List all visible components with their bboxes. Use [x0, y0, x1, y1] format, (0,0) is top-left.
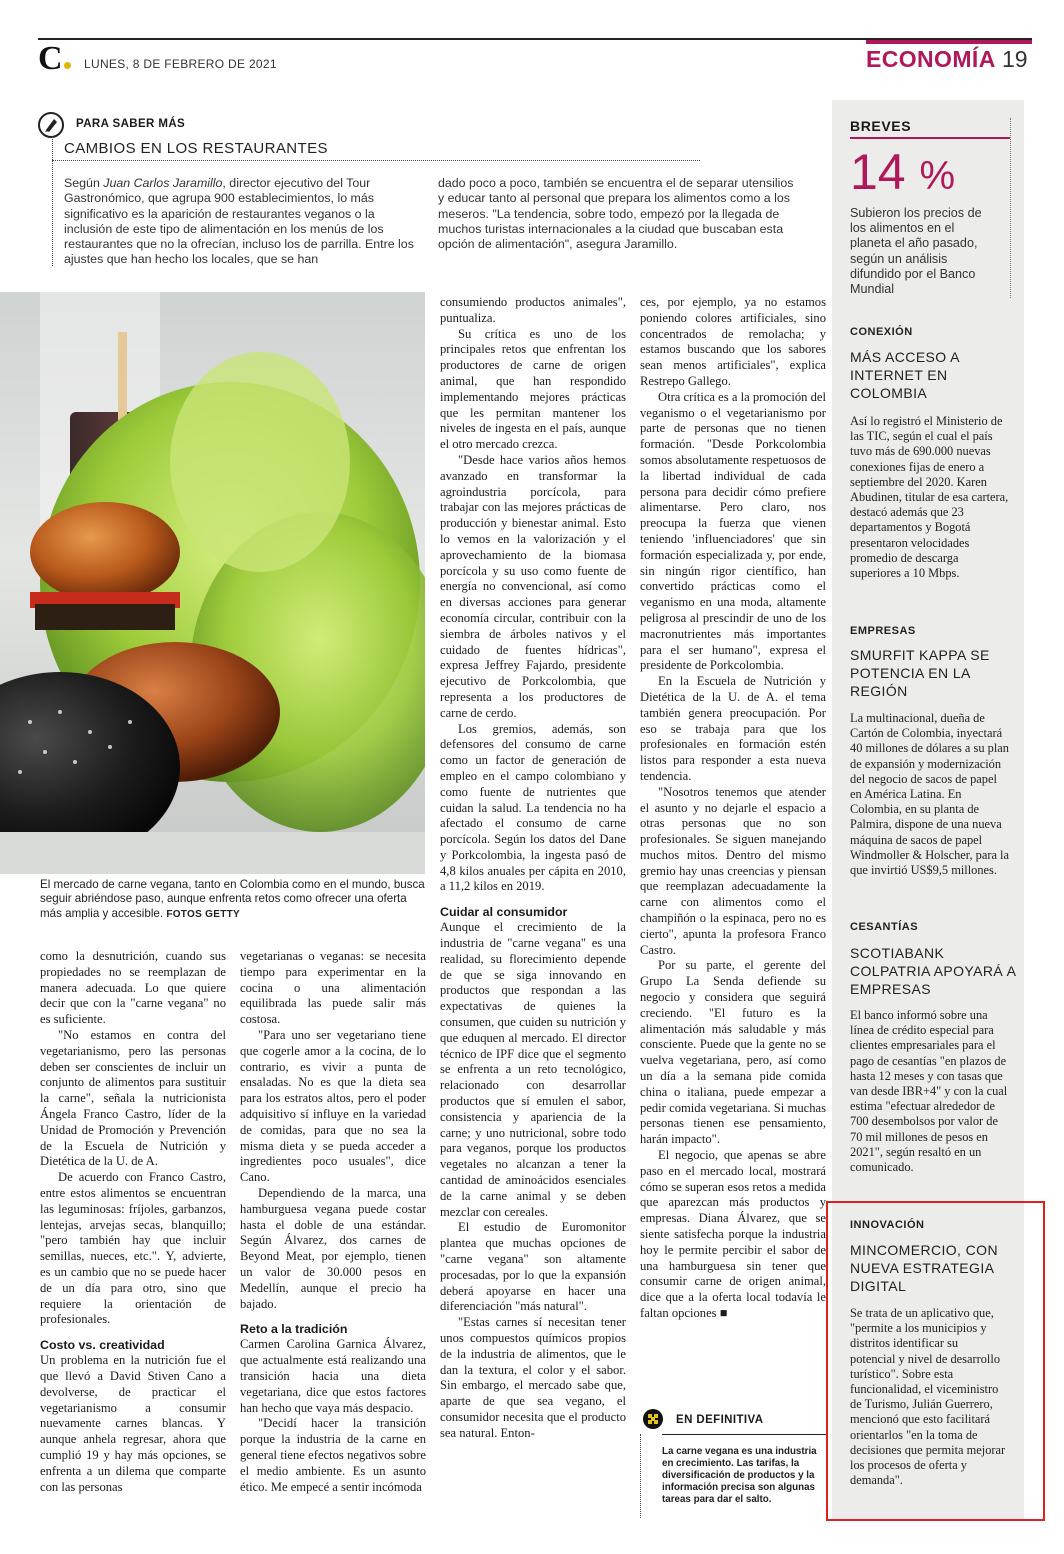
psm-label: PARA SABER MÁS: [76, 118, 186, 130]
paragraph: Carmen Carolina Garnica Álvarez, que actualmente está realizando una transición hacia una dieta vegetariana, dice que estos factores han hecho que vaya más despacio.: [240, 1337, 426, 1415]
subheading: Costo vs. creatividad: [40, 1338, 165, 1353]
brief-category: INNOVACIÓN: [850, 1219, 925, 1231]
photo-caption: El mercado de carne vegana, tanto en Colombia como en el mundo, busca seguir abriéndose paso, aunque enfrenta retos como ofrecer una oferta más amplia y accesible. FOTOS GETTY: [40, 878, 425, 920]
paragraph: vegetarianas o veganas: se necesita tiempo para experimentar en la cocina o una alimentación equilibrada las puede salir más costosa.: [240, 949, 426, 1027]
brief-body: La multinacional, dueña de Cartón de Colombia, inyectará 40 millones de dólares a su plan de expansión y modernización del negocio de sacos de papel en América Latina. En Colombia, en su planta de Palmira, dispone de una nueva máquina de sacos de papel Windmoller & Holscher, para la que invirtió US$9,5 millones.: [850, 711, 1009, 878]
page-number: 19: [1002, 46, 1028, 72]
stat-text: Subieron los precios de los alimentos en el planeta el año pasado, según un análisis difundido por el Banco Mundial: [850, 206, 982, 297]
en-definitiva-label: EN DEFINITIVA: [676, 1414, 764, 1426]
paragraph: Los gremios, además, son defensores del consumo de carne como un factor de generación de empleo en el campo colombiano y como fuente de nutrientes que cuidan la salud. La tendencia no ha afectado el consumo de carne porcícola. Según los datos del Dane y Porkcolombia, la ingesta pasó de 4,8 kilos anuales per cápita en 2010, a 11,2 kilos en 2019.: [440, 721, 626, 894]
breves-rule: [850, 137, 1010, 139]
paragraph: consumiendo productos animales", puntualiza.: [440, 295, 626, 325]
logo-dot-icon: [64, 62, 71, 69]
paragraph: El estudio de Euromonitor plantea que muchas opciones de "carne vegana" son altamente procesadas, por lo que la expansión deberá apoyarse en hacer una diferenciación "más natural".: [440, 1220, 626, 1314]
section-name[interactable]: ECONOMÍA: [866, 46, 996, 72]
highlight-box: [826, 1201, 1045, 1521]
subheading: Reto a la tradición: [240, 1322, 348, 1337]
paragraph: "Nosotros tenemos que atender el asunto y no dejarle el espacio a otras personas que no son profesionales. Se siguen manejando muchos mitos. Dentro del mismo gremio hay unas creencias y piensan que reemplazan adecuadamente la carne con alimentos como el champiñón o la espinaca, pero no es cierto", apunta la profesora Franco Castro.: [640, 784, 826, 957]
article-column-c: [440, 295, 626, 1442]
brief-body: Se trata de un aplicativo que, "permite a los municipios y distritos identificar su potencial y nivel de desarrollo turístico". Sobre esta funcionalidad, el viceministro de Turismo, Julián Guerrero, mencionó que esto facilitará orientarlos "en la toma de decisiones que permita mejorar los procesos de oferta y demanda".: [850, 1306, 1006, 1488]
paragraph: De acuerdo con Franco Castro, entre estos alimentos se encuentran las leguminosas: fríjoles, garbanzos, lentejas, arvejas secas, blanquillo; "pero también hay que incluir semillas, nueces, etc.". Y, advierte, es un cambio que no se puede hacer de un día para otro, sino que requiere la orientación de profesionales.: [40, 1170, 226, 1327]
paragraph: Otra crítica es a la promoción del veganismo o el vegetarianismo por parte de personas que no tienen formación. "Desde Porkcolombia somos absolutamente respetuosos de la libertad individual de cada persona para decidir cómo prefiere alimentarse. Pero claro, nos preocupa la fuerza que vienen teniendo 'influenciadores' que sin formación especializada y, por ende, sin ningún rigor científico, han convertido prácticas como el veganismo en una moda, altamente peligrosa al prescindir de uno de los macronutrientes más importantes para el ser humano", expresa el presidente de Porkcolombia.: [640, 389, 826, 673]
psm-col-1: Según Juan Carlos Jaramillo, director ejecutivo del Tour Gastronómico, que agrupa 900 establecimientos, lo más significativo es la aparición de restaurantes veganos o la inclusión de este tipo de alimentación en los menús de los restaurantes que no la ofrecían, incluso los de parrilla. Entre los ajustes que han hecho los locales, que se han: [64, 176, 414, 267]
brief-body: El banco informó sobre una línea de crédito especial para clientes empresariales para el pago de cesantías "en plazos de hasta 12 meses y con tasas que van desde IBR+4" y con la cual estima "efectuar alrededor de 700 desembolsos por valor de 70 mil millones de pesos en 2021", según resaltó en un comunicado.: [850, 1008, 1008, 1175]
brief-title[interactable]: SCOTIABANK COLPATRIA APOYARÁ A EMPRESAS: [850, 945, 1016, 997]
breves-label: BREVES: [850, 118, 912, 134]
brief-category: CONEXIÓN: [850, 326, 913, 338]
article-column-b: [240, 949, 426, 1495]
paragraph: Un problema en la nutrición fue el que llevó a David Stiven Cano a devolverse, de practicar el vegetarianismo a consumir nuevamente carnes blancas. Y aunque anhela regresar, ahora que cumplió 19 y hay más opciones, se enfrenta a un dilema que comparte con las personas: [40, 1353, 226, 1494]
paragraph: Dependiendo de la marca, una hamburguesa vegana puede costar hasta el doble de una estándar. Según Álvarez, dos carnes de Beyond Meat, por ejemplo, tienen un valor de 30.000 pesos en Medellín, aunque el precio ha bajado.: [240, 1185, 426, 1311]
psm-col-2: dado poco a poco, también se encuentra el de separar utensilios y educar tanto al personal que prepara los alimentos como a los meseros. "La tendencia, sobre todo, empezó por la llegada de muchos turistas internacionales a la ciudad que buscaban esta opción de alimentación", asegura Jaramillo.: [438, 176, 794, 252]
brief-title[interactable]: MINCOMERCIO, CON NUEVA ESTRATEGIA DIGITAL: [850, 1242, 998, 1294]
paragraph: como la desnutrición, cuando sus propiedades no se reemplazan de manera adecuada. Lo que quiere decir que con la "carne vegana" no es suficiente.: [40, 949, 226, 1027]
section-rule: [866, 40, 1032, 44]
article-photo: [0, 292, 425, 874]
pen-icon: [38, 112, 64, 138]
psm-divider: [52, 160, 700, 161]
paragraph: "No estamos en contra del vegetarianismo, pero las personas deben ser conscientes de incluir un conjunto de alimentos para sustituir la carne", señala la nutricionista Ángela Franco Castro, líder de la Unidad de Promoción y Prevención de la Escuela de Nutrición y Dietética de la U. de A.: [40, 1027, 226, 1169]
brief-category: EMPRESAS: [850, 625, 916, 637]
paragraph: "Estas carnes sí necesitan tener unos compuestos químicos propios de la industria de alimentos, que le dan la textura, el color y el sabor. Sin embargo, el mercado sabe que, aparte de que sea vegano, el consumidor necesita que el producto sea natural. Enton-: [440, 1315, 626, 1440]
subheading: Cuidar al consumidor: [440, 905, 568, 920]
brief-title[interactable]: SMURFIT KAPPA SE POTENCIA EN LA REGIÓN: [850, 647, 990, 699]
psm-title: CAMBIOS EN LOS RESTAURANTES: [64, 140, 328, 157]
paragraph: En la Escuela de Nutrición y Dietética de la U. de A. el tema también genera preocupación. Por eso se trabaja para que los profesionales en formación estén listos para responder a esta nueva tendencia.: [640, 674, 826, 783]
article-column-d: [640, 295, 826, 1322]
paragraph: Por su parte, el gerente del Grupo La Senda defiende su negocio y considera que seguirá creciendo. "El futuro es la alimentación más saludable y más consciente. Puede que la gente no se vuelva vegetariana, pero, así como un día a la semana pide comida china o italiana, puede empezar a pedir comida vegetariana. Si muchas personas tienen ese pensamiento, harán impacto".: [640, 958, 826, 1147]
newspaper-logo[interactable]: C: [38, 42, 71, 76]
brief-category: CESANTÍAS: [850, 921, 919, 933]
paragraph: "Desde hace varios años hemos avanzado en transformar la agroindustria porcícola, para trabajar con las mejores prácticas de producción y bienestar animal. Esto lo vemos en la valorización y el aprovechamiento de la biomasa porcícola y su uso como fuente de energía no convencional, así como en diversas acciones para generar economía circular, contribuir con la siembra de árboles nativos y el cuidado de fuentes hídricas", expresa Jeffrey Fajardo, presidente ejecutivo de Porkcolombia, que representa a los productores de carne de cerdo.: [440, 452, 626, 720]
en-definitiva-divider: [640, 1434, 641, 1518]
paragraph: Su crítica es uno de los principales retos que enfrentan los productores de carne de origen animal, que han respondido implementando mejores prácticas que les permitan mantener los niveles de ingesta en el país, aunque el otro mercado crezca.: [440, 326, 626, 452]
paragraph: "Para uno ser vegetariano tiene que cogerle amor a la cocina, de lo contrario, es vivir a punta de ensaladas. No es que la dieta sea para los estratos altos, pero el poder adquisitivo sí influye en la variedad de comidas, para que no sea la misma dieta y se pueda acceder a ingredientes poco usuales", dice Cano.: [240, 1027, 426, 1185]
paragraph: El negocio, que apenas se abre paso en el mercado local, mostrará cómo se superan esos retos a medida que aparezcan más productos y empresas. Diana Álvarez, que se siente satisfecha porque la industria hoy le permite percibir el sabor de una hamburguesa sin tener que consumir carne de origen animal, dice que a la oferta local todavía le faltan opciones ■: [640, 1148, 826, 1320]
checkered-icon: [642, 1408, 664, 1430]
issue-date: LUNES, 8 DE FEBRERO DE 2021: [84, 57, 277, 71]
en-definitiva-text: La carne vegana es una industria en crecimiento. Las tarifas, la diversificación de productos y la información precisa son algunas tareas para dar el salto.: [662, 1446, 817, 1505]
paragraph: Aunque el crecimiento de la industria de "carne vegana" es una realidad, su florecimiento depende de que se siga innovando en productos que respondan a las expectativas de quienes la consumen, que cuiden su nutrición y que eduquen al mercado. El director técnico de IPF dice que el segmento se enfrenta a un reto tecnológico, relacionado con desarrollar productos que sí emulen el sabor, consistencia y apariencia de la carne; y uno nutricional, sobre todo para veganos, porque los productos vegetales no alcanzan a tener la cantidad de aminoácidos esenciales de la carne animal y se deben mezclar con cereales.: [440, 920, 626, 1219]
article-column-a: [40, 949, 226, 1495]
brief-title[interactable]: MÁS ACCESO A INTERNET EN COLOMBIA: [850, 349, 960, 401]
paragraph: "Decidí hacer la transición porque la industria de la carne en general tiene efectos negativos sobre el medio ambiente. Es un asunto ético. Me empecé a sentir incómoda: [240, 1416, 426, 1494]
psm-vertical-divider: [52, 136, 53, 266]
brief-body: Así lo registró el Ministerio de las TIC, según el cual el país tuvo más de 690.000 nuevas conexiones fijas de enero a septiembre del 2020. Karen Abudinen, titular de esa cartera, destacó además que 23 departamentos y Bogotá presentaron velocidades promedio de descarga superiores a 10 Mbps.: [850, 414, 1009, 581]
sidebar-dotted-rule: [1010, 118, 1011, 298]
paragraph: ces, por ejemplo, ya no estamos poniendo colores artificiales, sino concentrados de remolacha; y estamos buscando que los sabores sean menos artificiales", explica Restrepo Gallego.: [640, 295, 826, 388]
en-definitiva-rule: [662, 1434, 826, 1435]
stat-value: 14 %: [850, 144, 956, 200]
